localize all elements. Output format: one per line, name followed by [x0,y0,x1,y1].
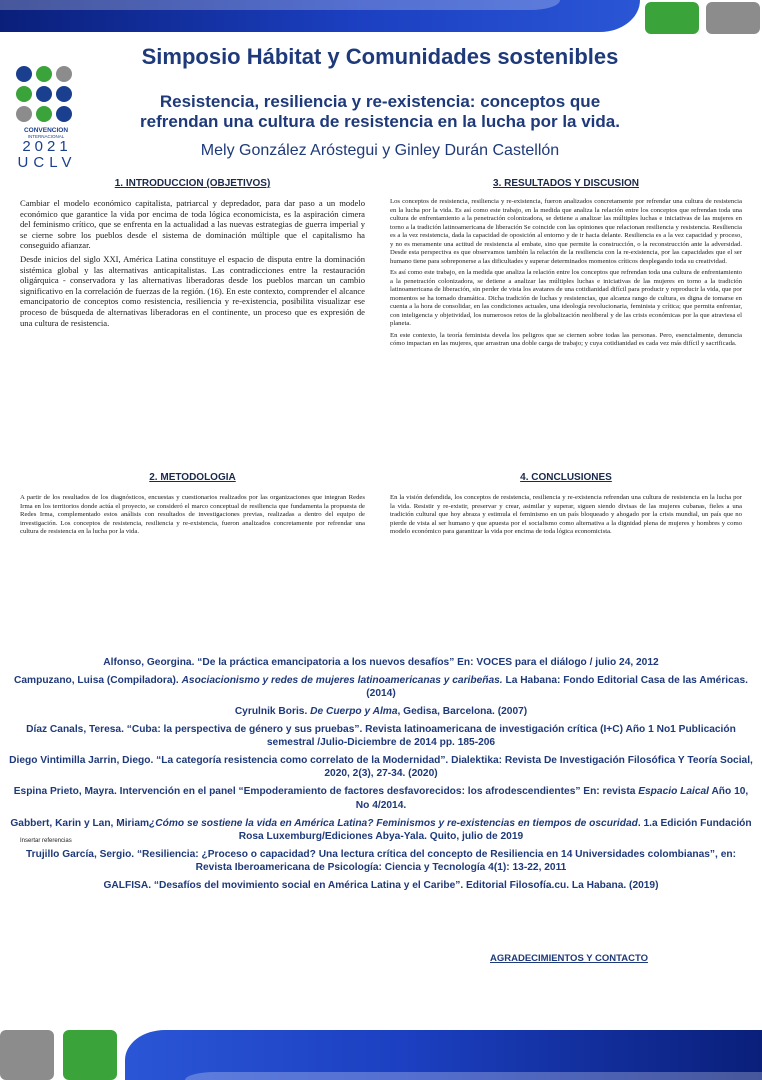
method-section [20,494,365,540]
top-gray-block [706,2,760,34]
bottom-green-block [63,1030,117,1080]
authors: Mely González Aróstegui y Ginley Durán Castellón [200,142,560,159]
logo-international-label: INTERNACIONAL [27,134,65,139]
conclusions-paragraph-1: En la visión defendida, los conceptos de resistencia, resiliencia y re-existencia refrendan una cultura de resistencia en la lucha por la vida. Resistir y re-existir, preservar y crear, asimilar y superar, siguen siendo divisas de las mujeres cubanas, fieles a una tradición cultural que hoy abraza y estimula el feminismo en un país bloqueado y ahogado por la crisis mundial, un país que no pierde de vista al ser humano y que apuesta por el socialismo como alternativa a la dignidad plena de mujeres y hombres y como modelo económico para garantizar la vida por encima de toda lógica economicista. [390,494,742,535]
reference-item: Gabbert, Karin y Lan, Miriam¿Cómo se sostiene la vida en América Latina? Feminismos y re-existencias en tiempos de oscuridad. 1.a Edición Fundación Rosa Luxemburg/Ediciones Abya-Yala. Quito, julio de 2019 [10,817,752,842]
intro-paragraph-2: Desde inicios del siglo XXI, América Latina constituye el espacio de disputa entre la dominación sistémica global y las alternativas anticapitalistas. Las contradicciones entre la restauración oligárquica - conservadora y las alternativas liberadoras desde los pueblos marcan un cambio significativo en la correlación de fuerzas de la región. (16). En este contexto, comprender el alcance emancipatorio de conceptos como resistencia, resiliencia y re-existencia, posibilita visualizar ese proceso de búsqueda de alternativas liberadoras en el continente, un proceso que es expresión de una cultura de resistencia. [20,253,365,328]
reference-item: Espina Prieto, Mayra. Intervención en el panel “Empoderamiento de factores desfavorecidos: los afrodescendientes” En: revista Espacio Laical Año 10, No 4/2014. [13,786,749,811]
logo-dot [16,106,32,122]
top-green-block [645,2,699,34]
reference-item: Diego Vintimilla Jarrin, Diego. “La categoría resistencia como correlato de la Modernidad”. Dialektika: Revista De Investigación Filosófica Y Teoría Social, 2020, 2(3), 27-34. (2020) [9,755,753,780]
reference-item: Campuzano, Luisa (Compiladora). Asociacionismo y redes de mujeres latinoamericanas y caribeñas. La Habana: Fondo Editorial Casa de las Américas. (2014) [14,674,748,700]
convention-logo [16,66,76,171]
reference-item: GALFISA. “Desafíos del movimiento social en América Latina y el Caribe”. Editorial Filosofía.cu. La Habana. (2019) [103,879,659,891]
symposium-title: Simposio Hábitat y Comunidades sostenibles [141,44,619,69]
insert-references-note: Insertar referencias [20,838,72,844]
intro-section [20,198,365,331]
logo-dot [36,66,52,82]
logo-dot-grid [16,66,76,122]
method-heading: 2. METODOLOGIA [149,472,236,483]
conclusions-heading: 4. CONCLUSIONES [520,472,612,483]
results-paragraph-2: Es así como este trabajo, en la medida que analiza la relación entre los conceptos que refrendan toda una cultura de enfrentamiento a la penetración colonizadora, se detiene a analizar las múltiples luchas e iniciativas de las mujeres en torno a la tradición latinoamericana de liberación, sin perder de vista los avatares de una cotidianidad difícil para producir y reproducir la vida, que por momentos se ha tornado dramática. Dicha tradición de luchas y resistencias, que alcanza rango de cultura, es digna de tomarse en cuenta a la hora de consolidar, en las condiciones actuales, una ideología revolucionaria, feminista y crítica; que permita enfrentar, con inteligencia y objetividad, los numerosos retos de la globalización neoliberal y de las crisis económicas por la que atraviesa el planeta. [390,269,742,327]
logo-dot [56,86,72,102]
acknowledgements-heading: AGRADECIMIENTOS Y CONTACTO [490,953,648,964]
method-paragraph-1: A partir de los resultados de los diagnósticos, encuestas y cuestionarios realizados por las organizaciones que integran Redes Irma en los territorios donde actúa el proyecto, se consideró el marco conceptual de resiliencia que fundamenta la propuesta de Redes Irma, complementado estos análisis con resultados de investigaciones previas, realizadas a dentro del equipo de investigación. Los conceptos de resistencia, resiliencia y re-existencia, fueron analizados concretamente por refrendar una cultura de resistencia en la lucha por la vida. [20,494,365,535]
results-heading: 3. RESULTADOS Y DISCUSION [493,178,639,189]
logo-dot [56,66,72,82]
bottom-decorative-bar [125,1030,762,1080]
logo-year: 2021 [22,138,72,155]
subtitle-line-2: refrendan una cultura de resistencia en la lucha por la vida. [140,112,620,131]
reference-item: Alfonso, Georgina. “De la práctica emancipatoria a los nuevos desafíos” En: VOCES para el diálogo / julio 24, 2012 [103,657,659,668]
logo-dot [56,106,72,122]
reference-item: Trujillo García, Sergio. “Resiliencia: ¿Proceso o capacidad? Una lectura crítica del concepto de Resiliencia en 14 Universidades colombianas”, en: Revista Iberoamericana de Psicología: Ciencia y Tecnología 4(1): 13-22, 2011 [26,848,736,874]
results-paragraph-1: Los conceptos de resistencia, resiliencia y re-existencia, fueron analizados concretamente por refrendar una cultura de resistencia en la lucha por la vida. Es así como este trabajo, en la medida que analiza la relación entre los conceptos que refrendan toda una cultura de enfrentamiento a la penetración colonizadora, se detiene a analizar las múltiples luchas e iniciativas de las mujeres en torno a la tradición latinoamericana de liberación Se coincide con las opiniones que relacionan resiliencia y resistencia. Resiliencia es a la vez resistencia, dada la capacidad de oposición al entorno y de ir hacia delante. Resiliencia es a la vez capacidad y proceso, y no es meramente una actitud de resistencia al embate, sino que permite la construcción, o la reconstrucción ante la adversidad. Desde esta perspectiva es que observamos también la relación de la resiliencia con la re-existencia, por las capacidades que el ser humano tiene para sobreponerse a las dificultades y superar determinados momentos críticos desplegando toda su creatividad. [390,198,742,265]
references-list [8,656,754,897]
logo-dot [36,86,52,102]
reference-item: Cyrulnik Boris. De Cuerpo y Alma, Gedisa, Barcelona. (2007) [234,706,528,718]
subtitle-line-1: Resistencia, resiliencia y re-existencia: conceptos que [159,92,601,111]
logo-uclv: UCLV [17,154,77,171]
reference-item: Díaz Canals, Teresa. “Cuba: la perspectiva de género y sus pruebas”. Revista latinoamericana de investigación crítica (I+C) Año 1 No1 Publicación semestral /Julio-Diciembre de 2014 pp. 185-206 [26,723,736,749]
logo-convention-label: CONVENCION [23,127,69,134]
logo-dot [16,66,32,82]
results-section [390,198,742,352]
logo-dot [36,106,52,122]
top-decorative-bar [0,0,640,32]
results-paragraph-3: En este contexto, la teoría feminista devela los peligros que se ciernen sobre todas las personas. Pero, esencialmente, denuncia cómo impactan en las mujeres, que arrastran una doble carga de trabajo; y cuya cotidianidad es cada vez más difícil y sacrificada. [390,331,742,347]
intro-heading: 1. INTRODUCCION (OBJETIVOS) [114,178,271,189]
intro-paragraph-1: Cambiar el modelo económico capitalista, patriarcal y depredador, para dar paso a un modelo económico que garantice la vida por encima de toda lógica economicista, es la aspiración cimera del feminismo crítico, que se enfrenta en la actualidad a las nuevas estrategias de guerra imperial y se cierne sobre los pueblos desde el sistema de dominación múltiple que el capitalismo ha conseguido afianzar. [20,198,365,251]
logo-dot [16,86,32,102]
poster-subtitle [100,92,660,132]
bottom-gray-block [0,1030,54,1080]
conclusions-section [390,494,742,540]
